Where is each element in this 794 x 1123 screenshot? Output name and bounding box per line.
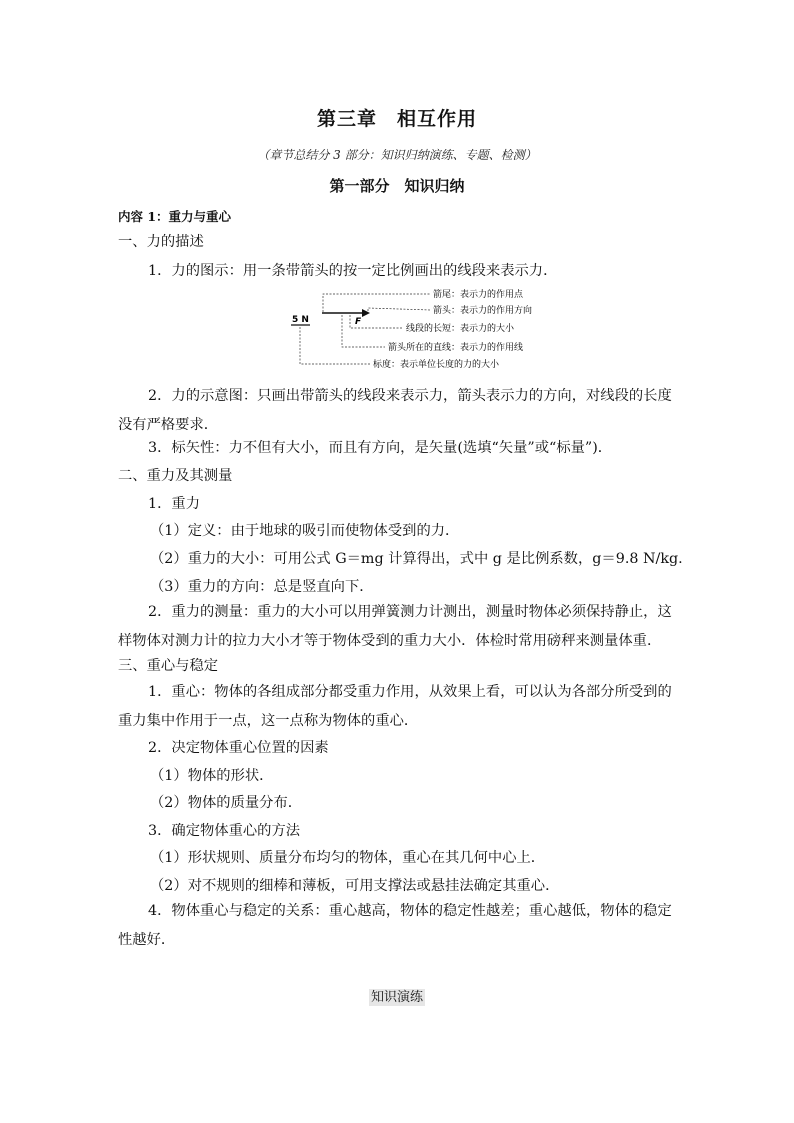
paragraph-factor-mass: （2）物体的质量分布． [150, 795, 303, 811]
section-heading-1: 一、力的描述 [118, 234, 204, 250]
paragraph-center-of-gravity: 1．重心：物体的各组成部分都受重力作用，从效果上看，可以认为各部分所受到的重力集中作用于一点，这一点称为物体的重心． [118, 684, 672, 729]
section-heading-2: 二、重力及其测量 [118, 468, 233, 484]
diagram-label-line: 箭头所在的直线：表示力的作用线 [388, 343, 524, 353]
paragraph-methods: 3．确定物体重心的方法 [148, 823, 301, 839]
paragraph-method-irregular: （2）对不规则的细棒和薄板，可用支撑法或悬挂法确定其重心． [150, 878, 560, 894]
practice-tag [0, 986, 794, 1005]
scale-label: 5 N [292, 315, 309, 325]
paragraph-factor-shape: （1）物体的形状． [150, 768, 274, 784]
chapter-subtitle: （章节总结分 3 部分：知识归纳演练、专题、检测） [257, 148, 537, 162]
paragraph-vector: 3．标矢性：力不但有大小，而且有方向，是矢量(选填“矢量”或“标量”)． [148, 440, 613, 456]
paragraph-stability: 4．物体重心与稳定的关系：重心越高，物体的稳定性越差；重心越低，物体的稳定性越好． [118, 903, 672, 948]
paragraph-gravity-magnitude: （2）重力的大小：可用公式 G＝mg 计算得出，式中 g 是比例系数，g＝9.8 N/kg. [150, 551, 683, 567]
paragraph-method-regular: （1）形状规则、质量分布均匀的物体，重心在其几何中心上． [150, 850, 546, 866]
paragraph-gravity-direction: （3）重力的方向：总是竖直向下． [150, 579, 374, 595]
force-diagram [290, 288, 540, 374]
section-heading-3: 三、重心与稳定 [118, 658, 219, 674]
paragraph-force-diagram: 1．力的图示：用一条带箭头的按一定比例画出的线段来表示力． [148, 263, 558, 279]
paragraph-gravity-measure: 2．重力的测量：重力的大小可以用弹簧测力计测出，测量时物体必须保持静止，这样物体对测力计的拉力大小才等于物体受到的重力大小．体检时常用磅秤来测量体重． [118, 604, 672, 649]
topic-heading: 内容 1：重力与重心 [118, 209, 232, 224]
diagram-label-head: 箭头：表示力的作用方向 [433, 306, 533, 316]
practice-tag-label: 知识演练 [370, 990, 423, 1005]
paragraph-force-sketch: 2．力的示意图：只画出带箭头的线段来表示力，箭头表示力的方向，对线段的长度没有严格要求． [118, 388, 672, 433]
paragraph-factors: 2．决定物体重心位置的因素 [148, 740, 329, 756]
paragraph-gravity-def: （1）定义：由于地球的吸引而使物体受到的力． [150, 523, 460, 539]
diagram-label-length: 线段的长短：表示力的大小 [406, 324, 515, 334]
diagram-label-tail: 箭尾：表示力的作用点 [433, 290, 524, 300]
force-label: F [355, 317, 362, 327]
diagram-label-scale: 标度：表示单位长度的力的大小 [373, 360, 500, 370]
part-title: 第一部分 知识归纳 [329, 177, 465, 195]
chapter-title: 第三章 相互作用 [316, 108, 477, 130]
paragraph-gravity: 1．重力 [148, 496, 200, 512]
